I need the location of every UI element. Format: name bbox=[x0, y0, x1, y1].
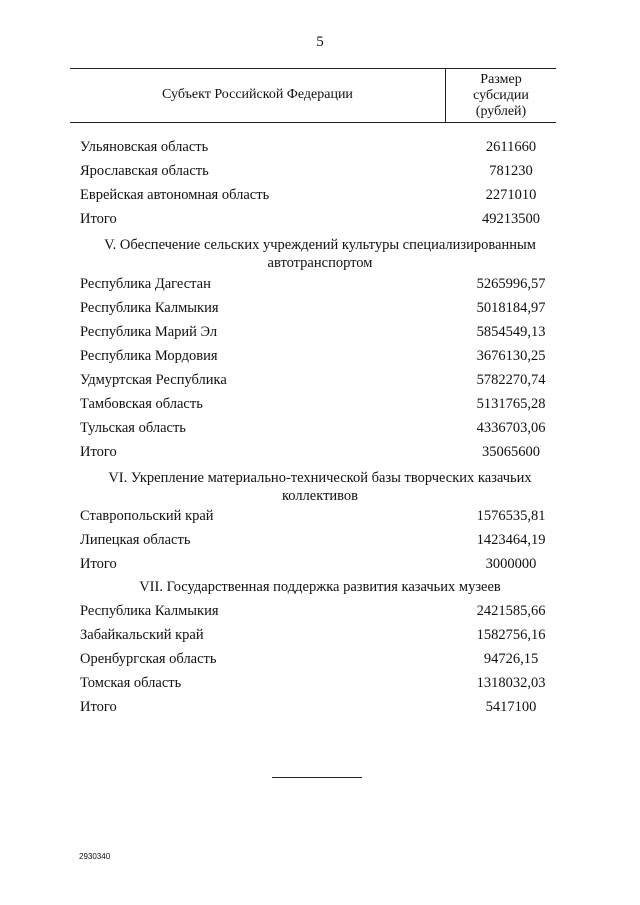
region-name: Республика Дагестан bbox=[80, 276, 211, 292]
total-amount: 35065600 bbox=[482, 444, 540, 460]
section-title-line: VI. Укрепление материально-технической базы творческих казачьих bbox=[108, 470, 532, 486]
section-heading bbox=[70, 469, 570, 505]
section-title-line: коллективов bbox=[281, 488, 359, 504]
table-row bbox=[80, 298, 556, 320]
region-name: Тульская область bbox=[80, 420, 186, 436]
region-name: Липецкая область bbox=[80, 532, 191, 548]
header-amount-line: Размер bbox=[480, 72, 522, 87]
section-title-line: V. Обеспечение сельских учреждений культуры специализированным bbox=[104, 237, 536, 253]
table-row bbox=[80, 274, 556, 296]
table-row bbox=[80, 601, 556, 623]
region-name: Республика Калмыкия bbox=[80, 300, 219, 316]
header-amount bbox=[446, 72, 556, 120]
subsidy-amount: 2271010 bbox=[485, 187, 537, 203]
table-row bbox=[80, 370, 556, 392]
region-name: Ставропольский край bbox=[80, 508, 214, 524]
section-title-line: VII. Государственная поддержка развития казачьих музеев bbox=[139, 579, 501, 595]
table-row bbox=[80, 506, 556, 528]
subsidy-amount: 1318032,03 bbox=[476, 675, 546, 691]
region-name: Оренбургская область bbox=[80, 651, 217, 667]
header-amount-line: субсидии bbox=[473, 88, 529, 103]
table-header bbox=[70, 68, 556, 123]
subsidy-amount: 2611660 bbox=[485, 139, 537, 155]
total-label: Итого bbox=[80, 556, 117, 572]
table-row bbox=[80, 625, 556, 647]
document-code: 2930340 bbox=[79, 852, 111, 861]
subsidy-amount: 2421585,66 bbox=[476, 603, 546, 619]
section-title-line: автотранспортом bbox=[267, 255, 373, 271]
section-heading bbox=[70, 236, 570, 272]
subsidy-amount: 5018184,97 bbox=[476, 300, 546, 316]
subsidy-amount: 5782270,74 bbox=[476, 372, 546, 388]
table-row bbox=[80, 418, 556, 440]
table-row bbox=[80, 673, 556, 695]
region-name: Удмуртская Республика bbox=[80, 372, 227, 388]
subsidy-amount: 94726,15 bbox=[483, 651, 539, 667]
total-row bbox=[80, 209, 556, 231]
table-row bbox=[80, 322, 556, 344]
subsidy-amount: 1582756,16 bbox=[476, 627, 546, 643]
end-divider bbox=[272, 777, 362, 778]
section-heading bbox=[70, 578, 570, 596]
subsidy-amount: 3676130,25 bbox=[476, 348, 546, 364]
region-name: Томская область bbox=[80, 675, 182, 691]
total-row bbox=[80, 554, 556, 576]
table-row bbox=[80, 530, 556, 552]
table-row bbox=[80, 161, 556, 183]
total-label: Итого bbox=[80, 444, 117, 460]
region-name: Ярославская область bbox=[80, 163, 209, 179]
total-row bbox=[80, 697, 556, 719]
page-number: 5 bbox=[316, 34, 324, 50]
table-row bbox=[80, 649, 556, 671]
total-label: Итого bbox=[80, 211, 117, 227]
region-name: Тамбовская область bbox=[80, 396, 203, 412]
table-row bbox=[80, 346, 556, 368]
region-name: Республика Марий Эл bbox=[80, 324, 218, 340]
region-name: Республика Мордовия bbox=[80, 348, 218, 364]
total-amount: 49213500 bbox=[482, 211, 540, 227]
region-name: Республика Калмыкия bbox=[80, 603, 219, 619]
table-row bbox=[80, 394, 556, 416]
total-label: Итого bbox=[80, 699, 117, 715]
subsidy-amount: 1423464,19 bbox=[476, 532, 546, 548]
region-name: Ульяновская область bbox=[80, 139, 209, 155]
subsidy-amount: 1576535,81 bbox=[476, 508, 546, 524]
subsidy-amount: 5854549,13 bbox=[476, 324, 546, 340]
total-amount: 5417100 bbox=[485, 699, 537, 715]
header-subject: Субъект Российской Федерации bbox=[162, 87, 353, 102]
subsidy-amount: 781230 bbox=[489, 163, 533, 179]
region-name: Забайкальский край bbox=[80, 627, 204, 643]
table-row bbox=[80, 137, 556, 159]
total-amount: 3000000 bbox=[485, 556, 537, 572]
subsidy-amount: 4336703,06 bbox=[476, 420, 546, 436]
subsidy-amount: 5265996,57 bbox=[476, 276, 546, 292]
header-amount-line: (рублей) bbox=[475, 104, 527, 119]
total-row bbox=[80, 442, 556, 464]
region-name: Еврейская автономная область bbox=[80, 187, 270, 203]
table-row bbox=[80, 185, 556, 207]
subsidy-amount: 5131765,28 bbox=[476, 396, 546, 412]
